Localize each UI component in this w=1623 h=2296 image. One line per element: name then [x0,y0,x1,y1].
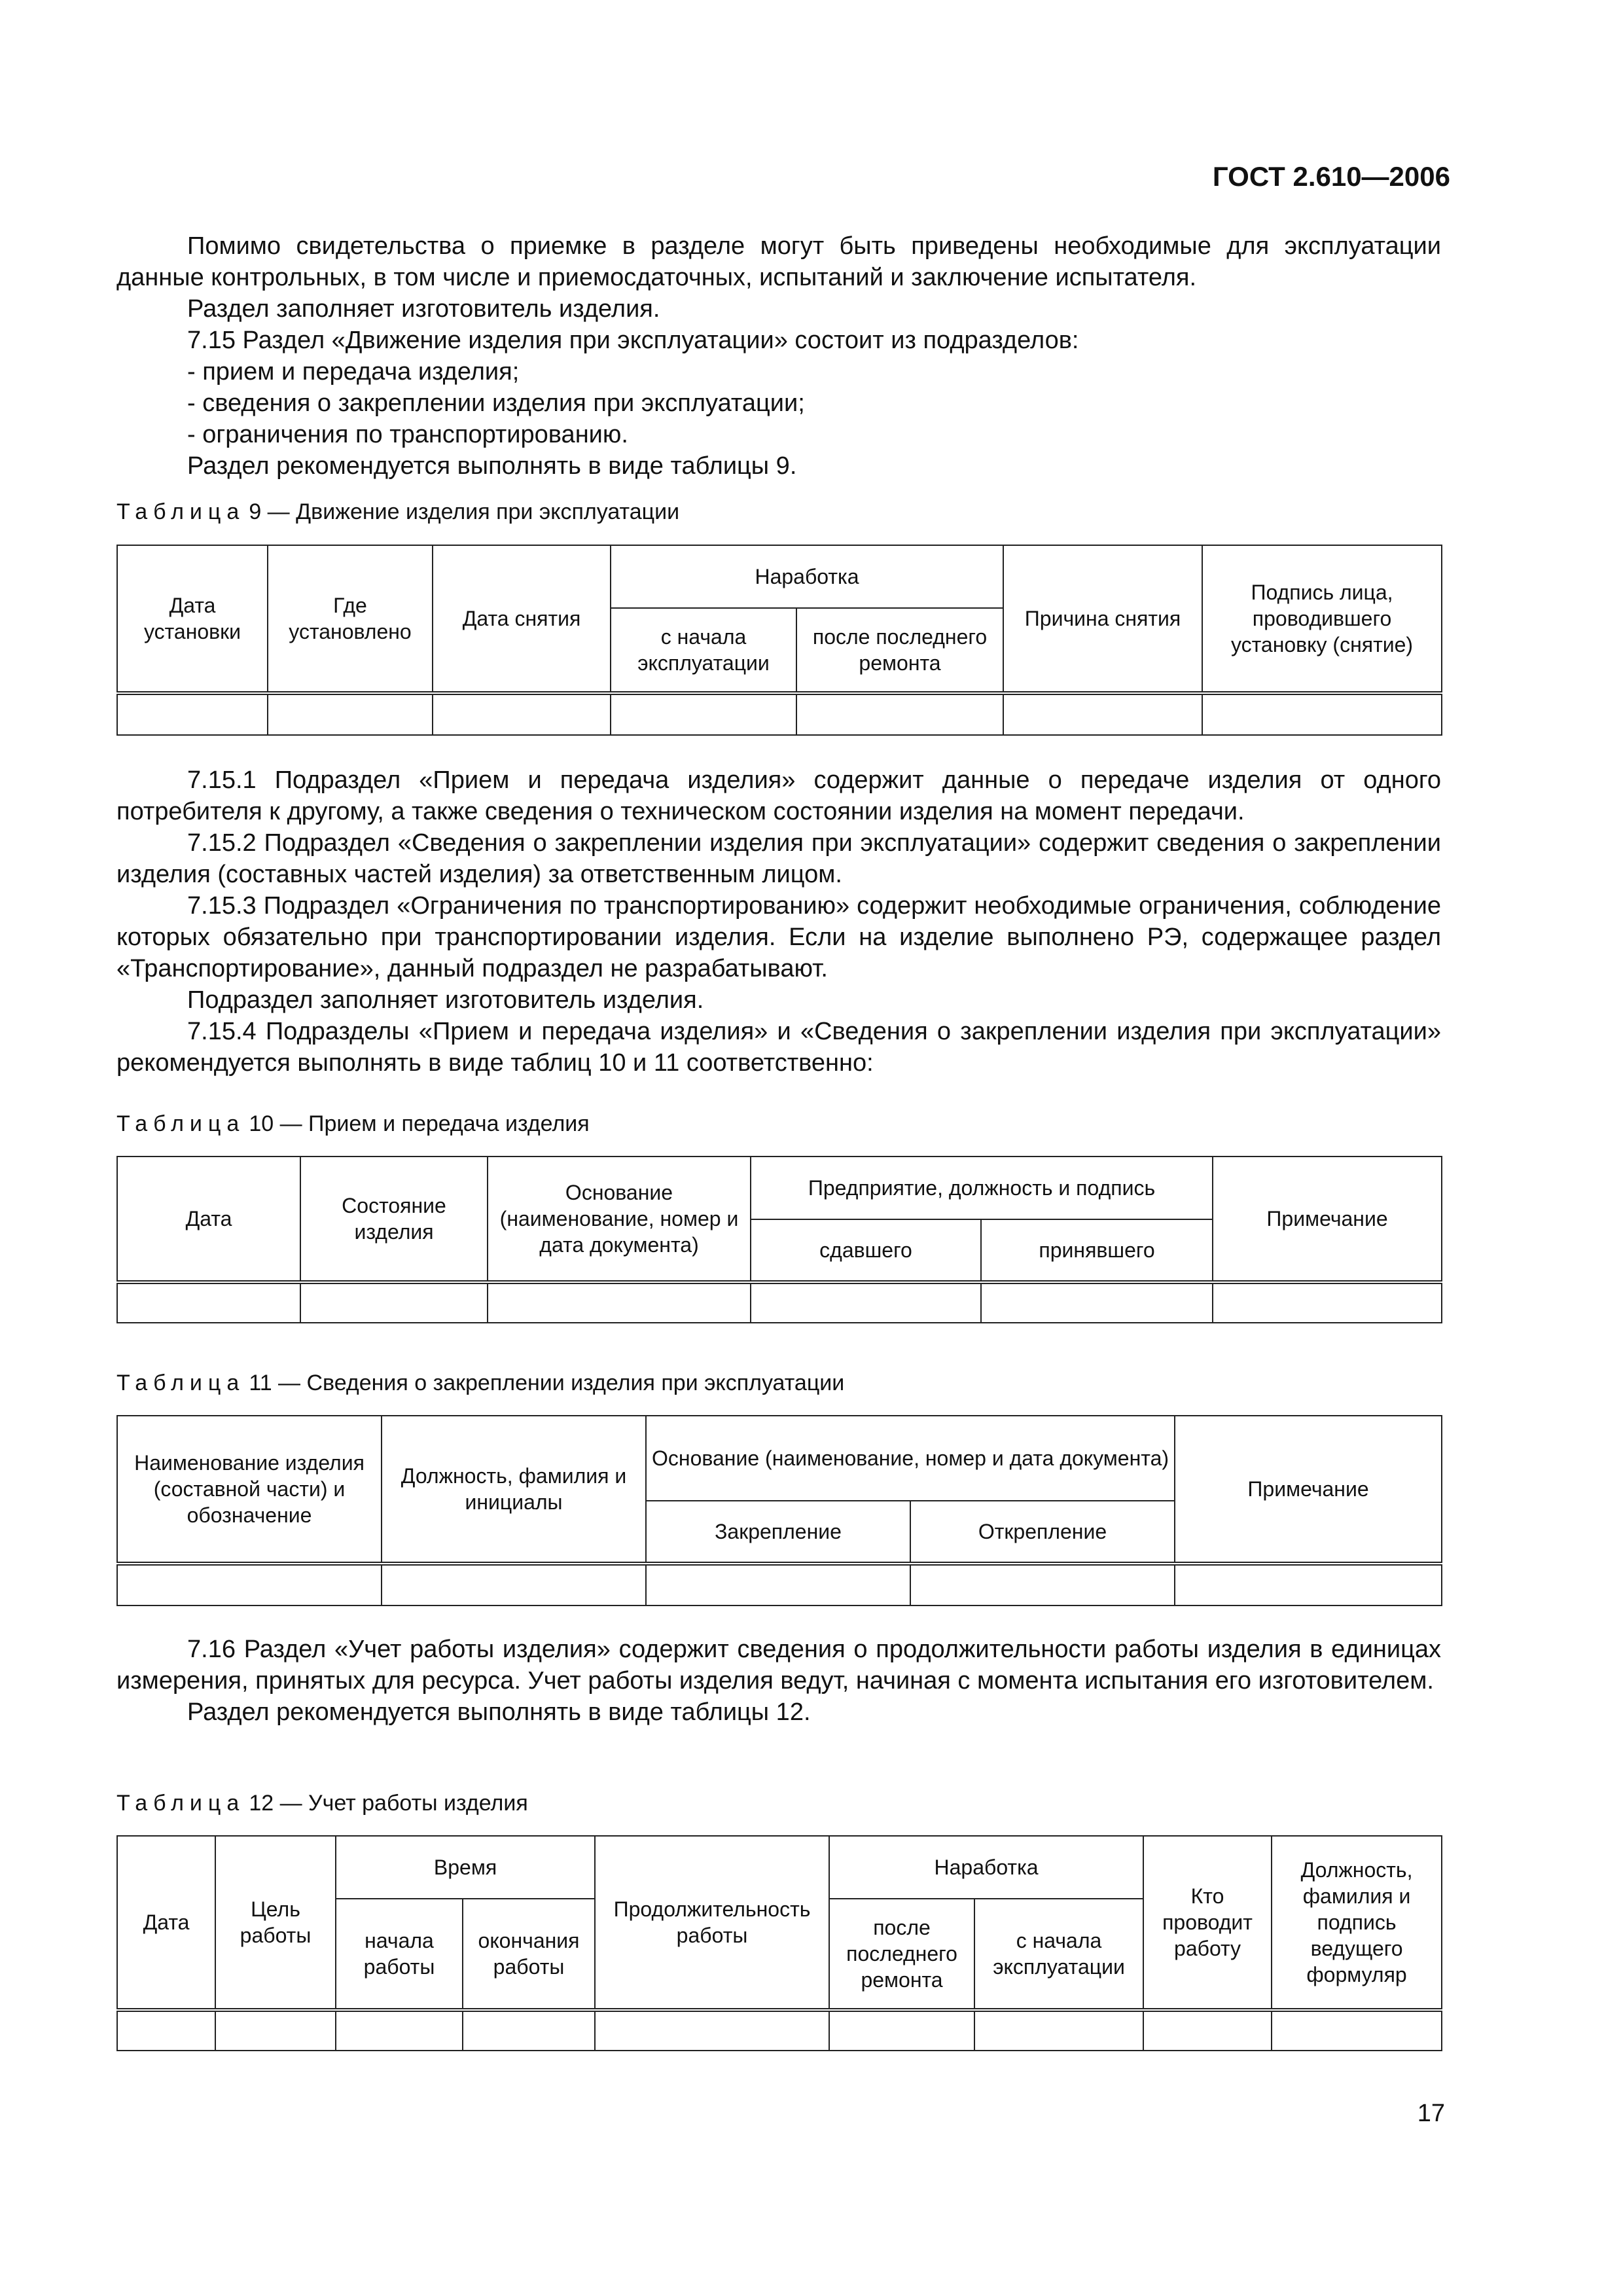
paragraph: 7.16 Раздел «Учет работы изделия» содержит сведения о продолжительности работы изделия в единицах измерения, принятых для ресурса. Учет работы изделия ведут, начиная с момента испытания его изготовителем. [116,1636,1441,1695]
header-cell: сдавшего [751,1219,981,1282]
paragraph: 7.15.1 Подраздел «Прием и передача изделия» содержит данные о передаче изделия от одного потребителя к другому, а также сведения о техническом состоянии изделия на момент передачи. [116,766,1441,825]
header-cell: Дата [117,1836,215,2010]
header-cell: с начала эксплуатации [611,608,796,693]
table-row [117,1282,1442,1323]
header-cell: Основание (наименование, номер и дата документа) [646,1416,1175,1501]
paragraph: Раздел рекомендуется выполнять в виде таблицы 12. [187,1698,811,1726]
paragraph: Помимо свидетельства о приемке в разделе могут быть приведены необходимые для эксплуатации данные контрольных, в том числе и приемосдаточных, испытаний и заключение испытателя. [116,232,1441,291]
header-cell: Время [336,1836,595,1899]
table-cell [1003,693,1202,735]
list-item: - прием и передача изделия; [187,358,520,386]
paragraph: 7.15.4 Подразделы «Прием и передача изделия» и «Сведения о закреплении изделия при эксплуатации» рекомендуется выполнять в виде таблиц 10 и 11 соответственно: [116,1018,1441,1077]
table-10 [116,1156,1442,1323]
standard-header: ГОСТ 2.610—2006 [1212,161,1450,192]
table-cell [117,1282,300,1323]
header-cell: Где установлено [268,545,433,693]
table-cell [1175,1564,1442,1605]
header-cell: Продолжительность работы [595,1836,829,2010]
section-7-16-text [116,1634,1441,1728]
header-cell: Кто проводит работу [1143,1836,1272,2010]
table-caption [116,499,679,525]
table-cell [117,693,268,735]
header-cell: Дата установки [117,545,268,693]
header-cell: Дата [117,1157,300,1282]
table-cell [796,693,1003,735]
table-cell [829,2010,974,2051]
list-item: - сведения о закреплении изделия при эксплуатации; [187,389,805,417]
header-cell: Состояние изделия [300,1157,488,1282]
header-cell: после последнего ремонта [829,1899,974,2010]
header-cell: Должность, фамилия и подпись ведущего формуляр [1272,1836,1442,2010]
paragraph: Подраздел заполняет изготовитель изделия. [187,986,704,1014]
table-cell [751,1282,981,1323]
header-cell: Наработка [829,1836,1143,1899]
header-cell: Примечание [1175,1416,1442,1564]
table-cell [1143,2010,1272,2051]
table-cell [910,1564,1175,1605]
caption-word: Таблица [116,1791,245,1816]
table-cell [1213,1282,1442,1323]
paragraph: Раздел рекомендуется выполнять в виде таблицы 9. [187,452,797,480]
paragraph: 7.15.3 Подраздел «Ограничения по транспортированию» содержит необходимые ограничения, соблюдение которых обязательно при транспортировании изделия. Если на изделие выполнено РЭ, содержащее раздел «Транспортирование», данный подраздел не разрабатывают. [116,892,1441,982]
table-cell [117,1564,382,1605]
list-item: - ограничения по транспортированию. [187,421,628,448]
header-cell: Наработка [611,545,1003,608]
table-row [117,2010,1442,2051]
table-cell [611,693,796,735]
header-cell: Цель работы [215,1836,336,2010]
table-cell [646,1564,910,1605]
table-9 [116,545,1442,736]
caption-word: Таблица [116,1371,245,1395]
caption-title: 11 — Сведения о закреплении изделия при эксплуатации [249,1371,845,1395]
table-caption [116,1791,528,1816]
paragraph: Раздел заполняет изготовитель изделия. [187,295,660,323]
header-cell: Наименование изделия (составной части) и обозначение [117,1416,382,1564]
table-cell [1272,2010,1442,2051]
header-cell: Должность, фамилия и инициалы [382,1416,646,1564]
header-cell: Предприятие, должность и подпись [751,1157,1213,1219]
header-cell: Примечание [1213,1157,1442,1282]
table-cell [1202,693,1442,735]
header-cell: начала работы [336,1899,463,2010]
page-number: 17 [1417,2100,1445,2127]
caption-title: 10 — Прием и передача изделия [249,1111,590,1136]
header-cell: Дата снятия [433,545,611,693]
paragraph: 7.15.2 Подраздел «Сведения о закреплении изделия при эксплуатации» содержит сведения о закреплении изделия (составных частей изделия) за ответственным лицом. [116,829,1441,888]
table-caption [116,1371,844,1396]
table-cell [463,2010,595,2051]
table-cell [215,2010,336,2051]
table-cell [433,693,611,735]
header-cell: Закрепление [646,1501,910,1564]
table-cell [981,1282,1213,1323]
table-cell [974,2010,1143,2051]
table-cell [300,1282,488,1323]
header-cell: окончания работы [463,1899,595,2010]
caption-title: 12 — Учет работы изделия [249,1791,528,1816]
table-row [117,693,1442,735]
table-row [117,1564,1442,1605]
caption-word: Таблица [116,1111,245,1136]
table-cell [268,693,433,735]
table-11 [116,1415,1442,1606]
paragraph: 7.15 Раздел «Движение изделия при эксплуатации» состоит из подразделов: [187,327,1079,354]
subsection-text [116,764,1441,1079]
table-cell [336,2010,463,2051]
header-cell: Причина снятия [1003,545,1202,693]
header-cell: Открепление [910,1501,1175,1564]
intro-text [116,230,1441,482]
table-caption [116,1111,590,1137]
caption-word: Таблица [116,499,245,524]
caption-title: 9 — Движение изделия при эксплуатации [249,499,680,524]
table-cell [117,2010,215,2051]
header-cell: после последнего ремонта [796,608,1003,693]
header-cell: с начала эксплуатации [974,1899,1143,2010]
table-cell [488,1282,751,1323]
table-cell [382,1564,646,1605]
table-12 [116,1835,1442,2051]
table-cell [595,2010,829,2051]
header-cell: принявшего [981,1219,1213,1282]
header-cell: Основание (наименование, номер и дата документа) [488,1157,751,1282]
header-cell: Подпись лица, проводившего установку (снятие) [1202,545,1442,693]
